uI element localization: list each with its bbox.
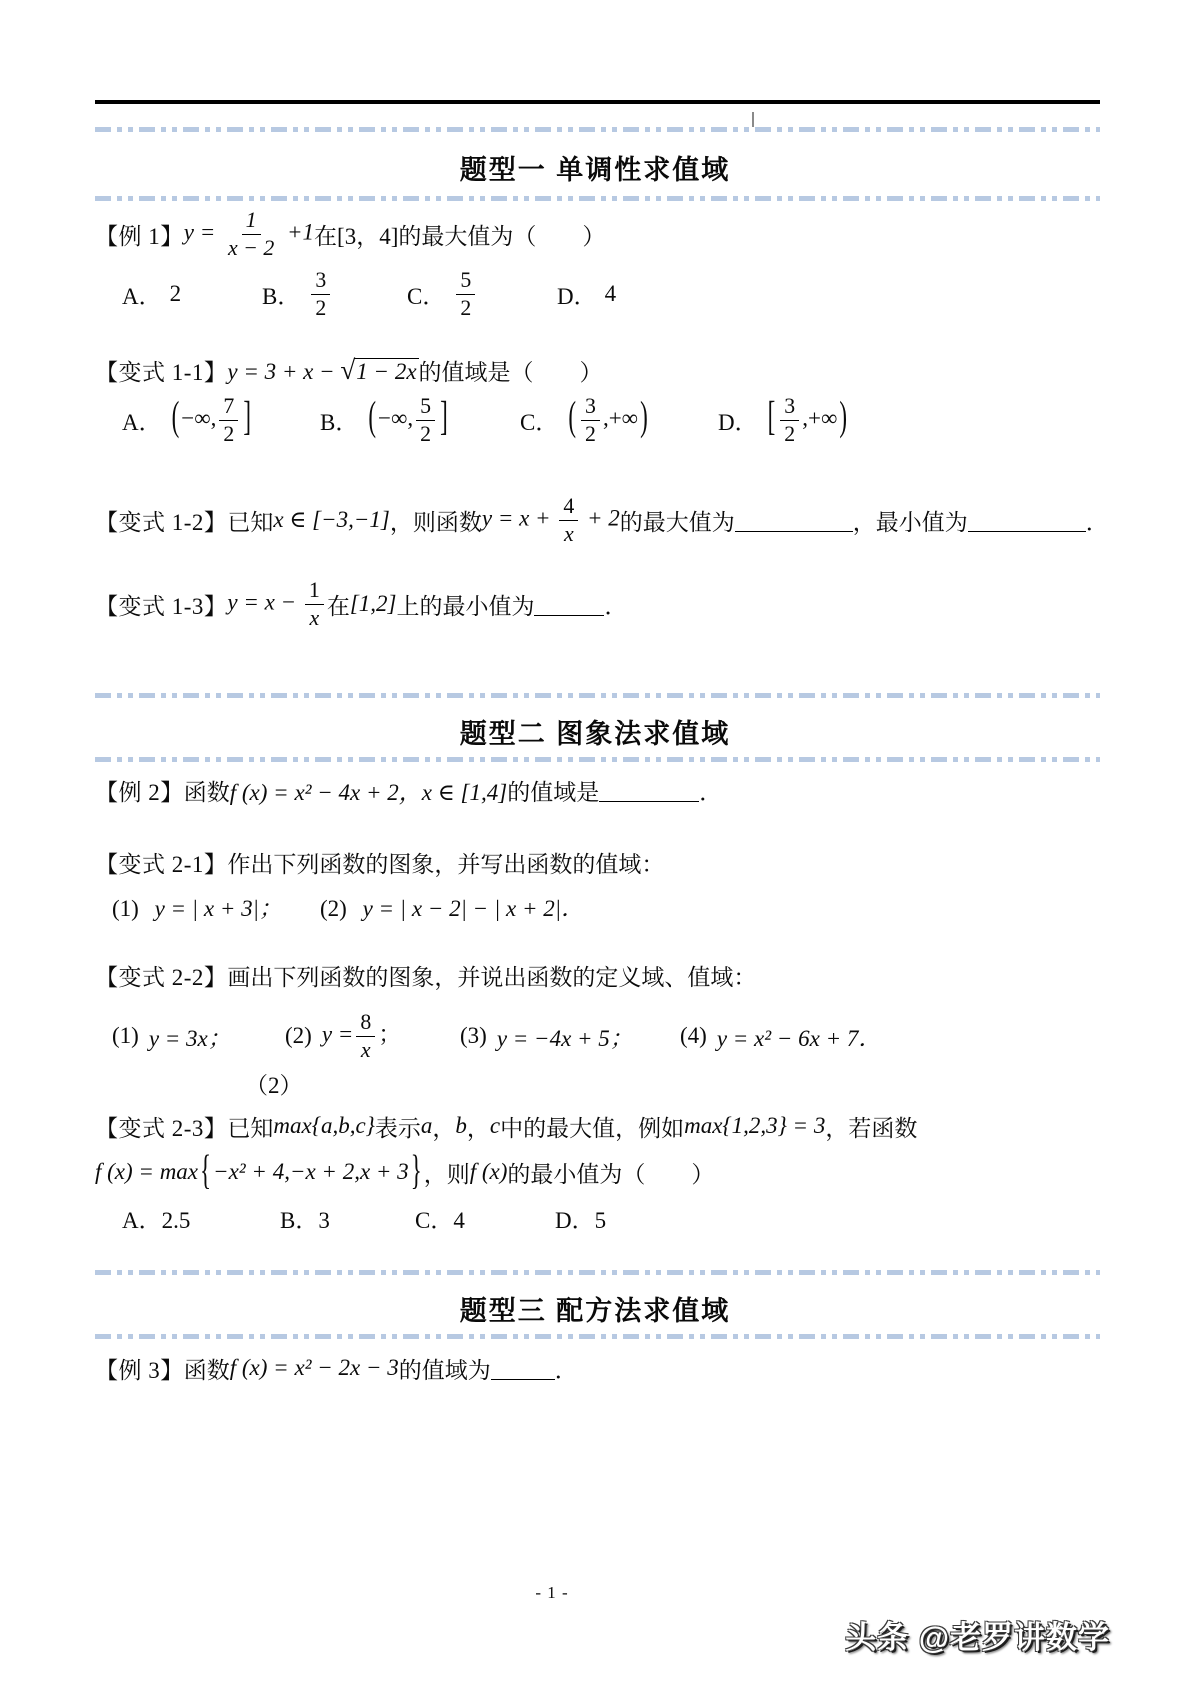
page-number: - 1 -: [535, 1583, 569, 1602]
option-b: [262, 269, 407, 320]
problem-text: 已知: [227, 509, 274, 535]
formula: y = −4x + 5；: [496, 1025, 633, 1051]
option-b: B． (−∞, $\frac{5}{2}$ ]: [320, 393, 448, 446]
formula: y = 3 + x − √1 − 2x: [227, 354, 417, 385]
option-d: D．5: [555, 1207, 607, 1233]
text-cursor-artifact: [752, 112, 754, 127]
problem-label: 【变式 1-1】: [95, 359, 228, 385]
answer-blank: [534, 592, 604, 616]
problem-text: 在: [326, 593, 350, 619]
options-row-v23: [122, 1202, 606, 1234]
formula: y = 3x；: [148, 1025, 231, 1051]
dashed-separator: [95, 1270, 1100, 1275]
watermark: 头条 @老罗讲数学: [845, 1620, 1110, 1655]
stray-item-number: （2）: [245, 1072, 303, 1098]
problem-v23-line1: 【变式 2-3】 已知 max{a,b,c} 表示 a ， b ， c 中的最大值，例如 max{1,2,3} = 3 ，若函数: [95, 1108, 917, 1144]
option-c: C． ( $\frac{3}{2}$ ,+∞): [520, 393, 648, 446]
left-delimiter: (: [368, 393, 377, 439]
item-number: (3): [460, 1023, 487, 1048]
problem-v22: [95, 958, 756, 992]
option-c: C．4: [415, 1207, 465, 1233]
fraction: $\frac{3}{2}$: [780, 395, 799, 446]
fraction: $\frac{4}{x}$: [559, 495, 578, 546]
problem-text: 函数: [183, 779, 230, 805]
section-title-1: 题型一 单调性求值域: [459, 155, 731, 185]
option-letter: B．: [320, 409, 359, 435]
answer-blank: [968, 508, 1086, 532]
problem-label: 【变式 2-1】: [95, 851, 228, 877]
subitem-1: [112, 890, 320, 923]
subitem-2: [320, 890, 584, 923]
problem-label: 【例 2】: [95, 779, 184, 805]
problem-ex2: [95, 772, 722, 808]
fraction: $\frac{8}{x}$: [356, 1011, 375, 1062]
section-title-2: 题型二 图象法求值域: [459, 719, 731, 749]
answer-blank: [491, 1356, 555, 1380]
problem-v21: [95, 845, 664, 879]
subitem-4: [680, 1020, 881, 1053]
formula: [1,2]: [349, 591, 397, 616]
option-d: [557, 278, 616, 311]
subitems-v22: [112, 1008, 881, 1064]
period: ．: [554, 1357, 578, 1383]
right-delimiter: ): [640, 393, 648, 439]
formula: y = | x + 3|；: [154, 895, 282, 921]
formula: f (x) = x² − 2x − 3: [229, 1355, 399, 1380]
subitem-3: [460, 1020, 680, 1053]
formula: y = $\frac{1}{x - 2}$ +1: [183, 207, 315, 260]
option-letter: C．: [520, 409, 559, 435]
fraction: $\frac{7}{2}$: [219, 395, 238, 446]
period: ．: [604, 593, 628, 619]
formula: f (x) = max{−x² + 4,−x + 2,x + 3}: [95, 1147, 422, 1193]
right-brace: }: [410, 1147, 422, 1193]
problem-text: ，则函数: [389, 509, 482, 535]
problem-text: 的值域为: [398, 1357, 491, 1383]
formula: y = x² − 6x + 7．: [716, 1025, 882, 1051]
period: ．: [699, 779, 723, 805]
problem-text: 中的最大值，例如: [500, 1115, 685, 1141]
problem-text: 作出下列函数的图象，并写出函数的值域：: [227, 851, 665, 877]
option-d: D． [ $\frac{3}{2}$ ,+∞): [718, 393, 848, 446]
problem-ex1: [95, 206, 605, 262]
problem-label: 【变式 2-3】: [95, 1115, 228, 1141]
problem-text: 函数: [183, 1357, 230, 1383]
formula: a: [420, 1113, 433, 1138]
options-row-v11: [122, 390, 849, 450]
period: ．: [1085, 509, 1109, 535]
formula: y = x + $\frac{4}{x}$ + 2: [481, 493, 620, 546]
fraction: $\frac{3}{2}$: [311, 269, 330, 320]
formula: max{a,b,c}: [273, 1113, 375, 1138]
fraction: $\frac{5}{2}$: [416, 395, 435, 446]
problem-text: 表示: [374, 1115, 421, 1141]
problem-label: 【变式 2-2】: [95, 964, 228, 990]
right-delimiter: ): [839, 393, 848, 439]
formula: c: [489, 1113, 501, 1138]
problem-ex3: [95, 1350, 578, 1386]
formula: b: [455, 1113, 467, 1138]
left-delimiter: (: [171, 393, 180, 439]
answer-blank: [735, 508, 853, 532]
formula: y = x − $\frac{1}{x}$: [227, 579, 326, 630]
option-value: 2: [169, 281, 182, 306]
formula: x ∈ [−3,−1]: [273, 507, 390, 532]
problem-text: ，若函数: [825, 1115, 918, 1141]
dashed-separator: [95, 693, 1100, 698]
subitems-v21: [112, 888, 584, 924]
problem-v12: [95, 492, 1109, 548]
item-number: (1): [112, 895, 139, 921]
item-number: (1): [112, 1023, 139, 1048]
formula: f (x) = x² − 4x + 2，x ∈ [1,4]: [229, 779, 508, 805]
problem-text: 的值域是: [507, 779, 600, 805]
option-letter: A．: [122, 409, 162, 435]
dashed-separator: [95, 196, 1100, 201]
right-delimiter: ]: [440, 393, 448, 439]
option-letter: C．: [407, 283, 446, 309]
answer-paren: （ ）: [622, 1161, 715, 1187]
problem-text: 的最大值为: [619, 509, 735, 535]
item-number: (4): [680, 1023, 707, 1048]
dashed-separator: [95, 1334, 1100, 1339]
problem-text: 的值域是: [418, 359, 511, 385]
option-letter: A．: [122, 283, 162, 309]
subitem-2: (2) y = $\frac{8}{x}$ ；: [285, 1009, 402, 1062]
sqrt-expression: √1 − 2x: [340, 354, 417, 385]
left-delimiter: (: [568, 393, 577, 439]
fraction: $\frac{1}{x - 2}$: [227, 207, 275, 260]
option-letter: B．: [262, 283, 301, 309]
problem-label: 【变式 1-2】: [95, 509, 228, 535]
option-value: 4: [604, 281, 617, 306]
problem-v23-line2: [95, 1147, 715, 1193]
problem-text: 在[3，4]的最大值为: [314, 223, 514, 249]
fraction: $\frac{3}{2}$: [581, 395, 600, 446]
option-a: A．2.5: [122, 1207, 191, 1233]
problem-label: 【变式 1-3】: [95, 593, 228, 619]
options-row-ex1: [122, 268, 616, 320]
section-title-3: 题型三 配方法求值域: [459, 1296, 731, 1326]
answer-blank: [599, 778, 699, 802]
problem-text: 上的最小值为: [396, 593, 535, 619]
left-brace: {: [200, 1147, 212, 1193]
top-rule: [95, 100, 1100, 104]
formula: max{1,2,3} = 3: [684, 1113, 826, 1138]
item-number: (2): [320, 895, 347, 921]
problem-label: 【例 1】: [95, 223, 184, 249]
fraction: $\frac{5}{2}$: [456, 269, 475, 320]
fraction: $\frac{1}{x}$: [305, 579, 324, 630]
problem-text: ，最小值为: [852, 509, 968, 535]
right-delimiter: ]: [243, 393, 252, 439]
answer-paren: （ ）: [513, 223, 606, 249]
option-c: [407, 269, 557, 320]
problem-label: 【例 3】: [95, 1357, 184, 1383]
left-delimiter: [: [767, 393, 776, 439]
problem-v11: [95, 352, 603, 388]
formula: f (x): [469, 1159, 508, 1184]
item-number: (2): [285, 1023, 312, 1048]
subitem-1: [112, 1020, 285, 1053]
dashed-separator: [95, 127, 1100, 132]
option-letter: D．: [557, 283, 597, 309]
answer-paren: （ ）: [510, 359, 603, 385]
option-a: [122, 278, 262, 311]
dashed-separator: [95, 757, 1100, 762]
problem-v13: [95, 578, 627, 630]
formula: y = | x − 2| − | x + 2|．: [362, 895, 585, 921]
problem-text: 的最小值为: [507, 1161, 623, 1187]
option-a: A． (−∞, $\frac{7}{2}$ ]: [122, 393, 252, 446]
problem-text: 画出下列函数的图象，并说出函数的定义域、值域：: [227, 964, 757, 990]
problem-text: 已知: [227, 1115, 274, 1141]
option-letter: D．: [718, 409, 758, 435]
problem-text: ，则: [423, 1161, 470, 1187]
option-b: B．3: [280, 1207, 330, 1233]
